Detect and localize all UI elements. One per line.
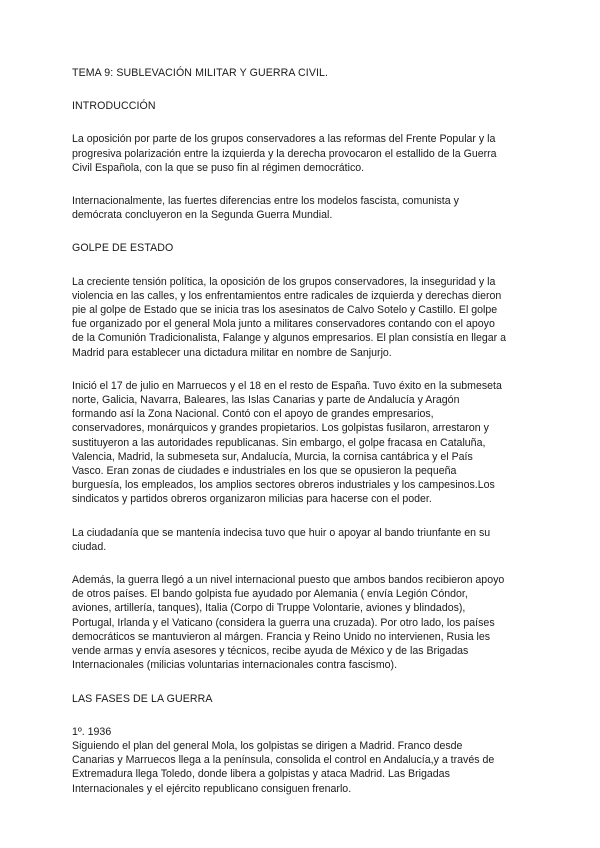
text-line: democráticos se mantuvieron al márgen. Francia y Reino Unido no intervienen, Rusia les — [72, 630, 491, 643]
paragraph-golpe-2 — [72, 379, 530, 507]
paragraph-golpe-4 — [72, 573, 530, 672]
fase-label: 1º. 1936 — [72, 725, 112, 738]
text-line: progresiva polarización entre la izquierda y la derecha provocaron el estallido de la Guerra — [72, 147, 497, 160]
text-line: Valencia, Madrid, la submeseta sur, Andalucía, Murcia, la cornisa cantábrica y el País — [72, 450, 473, 463]
text-line: La creciente tensión política, la oposición de los grupos conservadores, la inseguridad y la — [72, 275, 496, 288]
text-line: norte, Galicia, Navarra, Baleares, las Islas Canarias y parte de Andalucía y Aragón — [72, 394, 460, 407]
text-line: formando así la Zona Nacional. Contó con el apoyo de grandes empresarios, — [72, 408, 434, 421]
heading-golpe-de-estado: GOLPE DE ESTADO — [72, 242, 174, 255]
text-line: Extremadura llega Toledo, donde libera a golpistas y ataca Madrid. Las Brigadas — [72, 768, 450, 781]
text-line: Siguiendo el plan del general Mola, los golpistas se dirigen a Madrid. Franco desde — [72, 739, 463, 752]
text-line: violencia en las calles, y los enfrentamientos entre radicales de izquierda y derechas dieron — [72, 289, 502, 302]
text-line: burguesía, los empleados, los amplios sectores obreros industriales y los campesinos.Los — [72, 479, 495, 492]
text-line: Internacionalmente, las fuertes diferencias entre los modelos fascista, comunista y — [72, 195, 459, 208]
text-line: Vasco. Eran zonas de ciudades e industriales en los que se opusieron la pequeña — [72, 465, 457, 478]
paragraph-intro-2 — [72, 194, 530, 222]
text-line: La ciudadanía que se mantenía indecisa tuvo que huir o apoyar al bando triunfante en su — [72, 526, 491, 539]
text-line: Internacionales (milicias voluntarias internacionales contra fascismo). — [72, 659, 398, 672]
text-line: sindicatos y partidos obreros organizaron milicias para hacerse con el poder. — [72, 493, 432, 506]
text-line: Canarias y Marruecos llega a la península, consolida el control en Andalucía,y a través de — [72, 754, 495, 767]
text-line: pie al golpe de Estado que se inicia tras los asesinatos de Calvo Sotelo y Castillo. El golpe — [72, 304, 498, 317]
text-line: Además, la guerra llegó a un nivel internacional puesto que ambos bandos recibieron apoyo — [72, 574, 505, 587]
text-line: aviones, artillería, tanques), Italia (Corpo di Truppe Volontarie, aviones y blindados), — [72, 602, 466, 615]
heading-fases-guerra: LAS FASES DE LA GUERRA — [72, 692, 213, 705]
text-line: vende armas y envía asesores y técnicos, recibe ayuda de México y de las Brigadas — [72, 645, 469, 658]
text-line: de otros países. El bando golpista fue ayudado por Alemania ( envía Legión Cóndor, — [72, 588, 468, 601]
paragraph-fase-1 — [72, 725, 530, 796]
text-line: Madrid para establecer una dictadura militar en nombre de Sanjurjo. — [72, 346, 392, 359]
text-line: fue organizado por el general Mola junto a militares conservadores contando con el apoyo — [72, 318, 495, 331]
text-line: Portugal, Irlanda y el Vaticano (considera la guerra una cruzada). Por otro lado, los países — [72, 616, 495, 629]
text-line: Internacionales y el ejército republicano consiguen frenarlo. — [72, 782, 352, 795]
text-line: Inició el 17 de julio en Marruecos y el 18 en el resto de España. Tuvo éxito en la submeseta — [72, 379, 502, 392]
text-line: ciudad. — [72, 540, 107, 553]
text-line: conservadores, monárquicos y grandes propietarios. Los golpistas fusilaron, arrestaron y — [72, 422, 489, 435]
document-page — [72, 66, 530, 815]
text-line: sustituyeron a las autoridades republicanas. Sin embargo, el golpe fracasa en Cataluña, — [72, 436, 486, 449]
paragraph-golpe-1 — [72, 275, 530, 360]
text-line: demócrata concluyeron en la Segunda Guerra Mundial. — [72, 209, 333, 222]
heading-introduccion: INTRODUCCIÓN — [72, 100, 156, 113]
text-line: Civil Española, con la que se puso fin al régimen democrático. — [72, 161, 365, 174]
text-line: de la Comunión Tradicionalista, Falange y algunos empresarios. El plan consistía en llegar a — [72, 332, 506, 345]
document-title: TEMA 9: SUBLEVACIÓN MILITAR Y GUERRA CIVIL. — [72, 67, 329, 79]
text-line: La oposición por parte de los grupos conservadores a las reformas del Frente Popular y la — [72, 133, 496, 146]
paragraph-intro-1 — [72, 132, 530, 175]
paragraph-golpe-3 — [72, 526, 530, 554]
